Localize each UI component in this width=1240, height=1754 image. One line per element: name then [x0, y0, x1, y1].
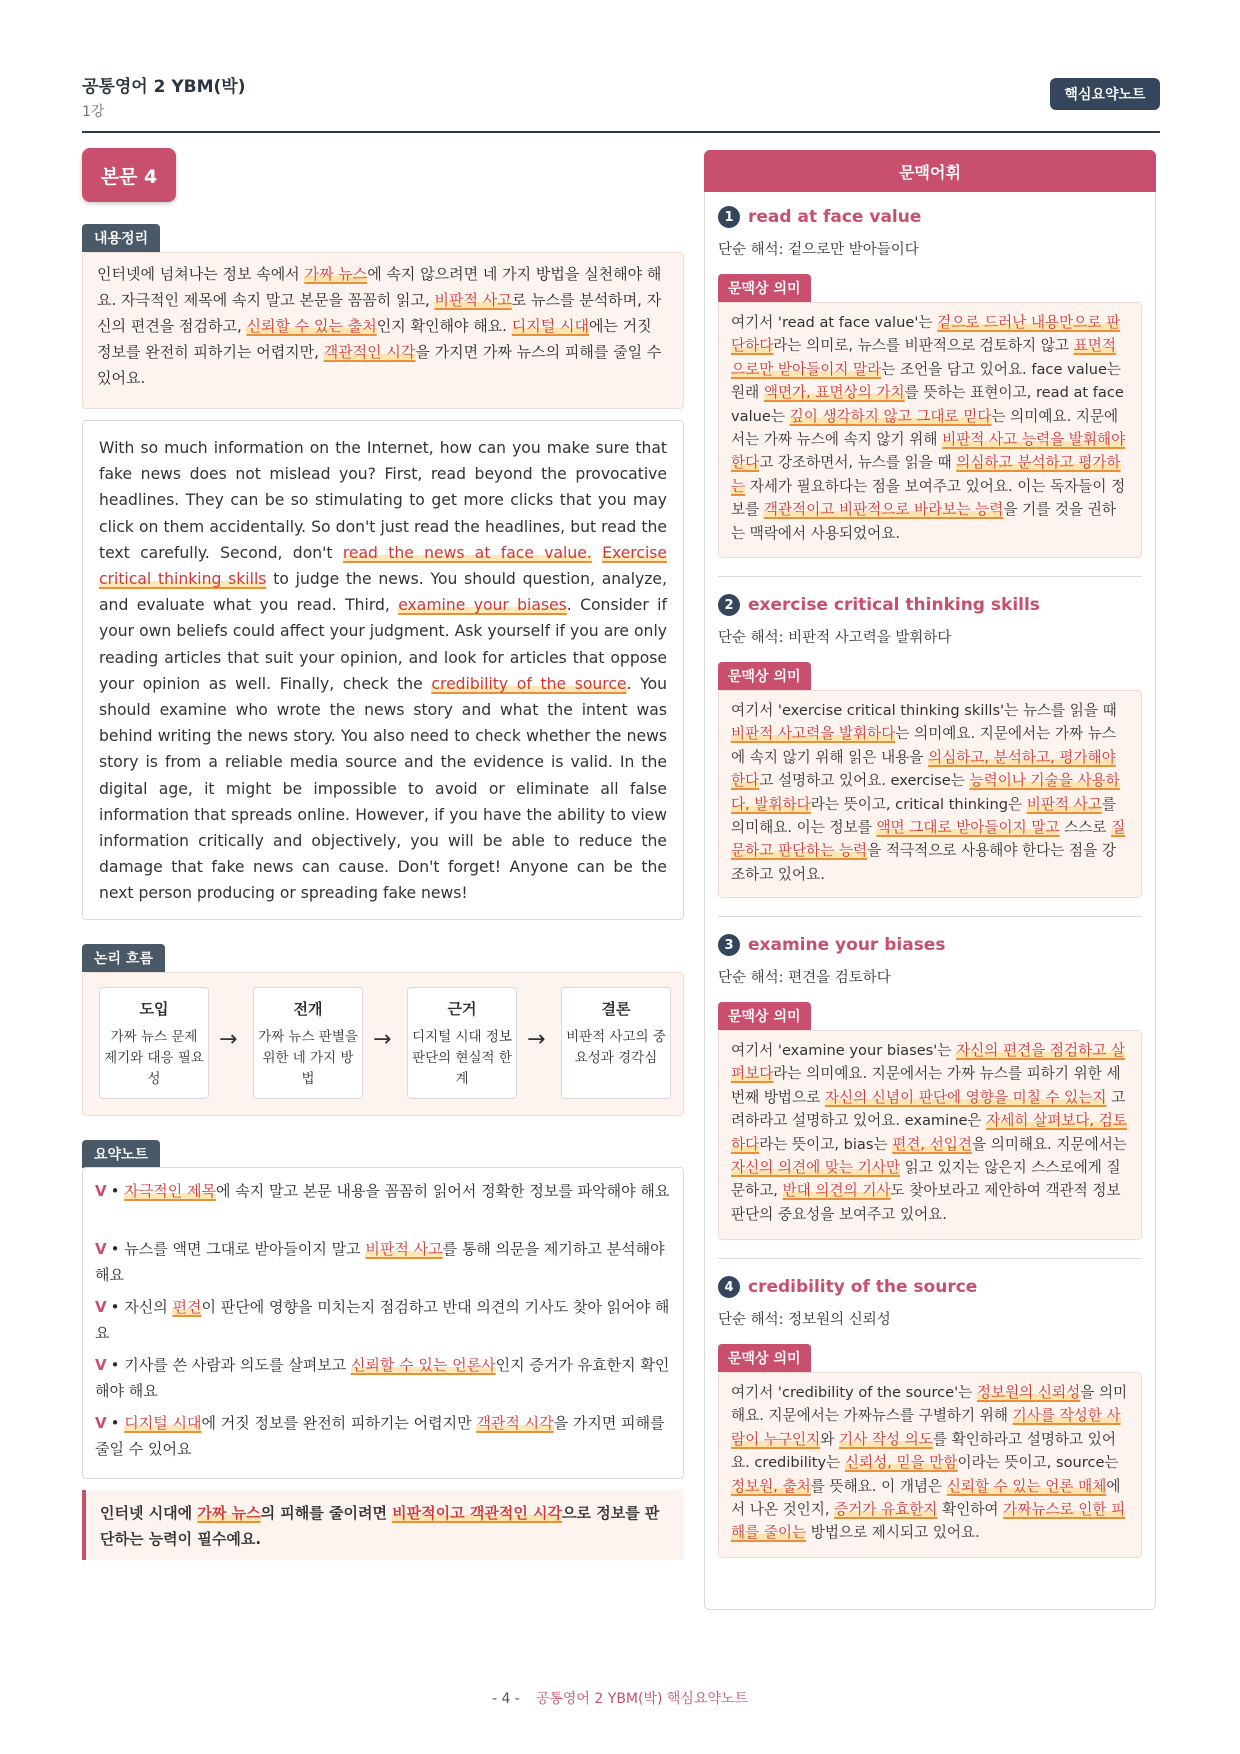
- vocab-divider: [718, 576, 1142, 577]
- vocab-divider: [718, 1258, 1142, 1259]
- vocab-literal-meaning: 단순 해석: 정보원의 신뢰성: [718, 1312, 891, 1328]
- vocab-panel-title: 문맥어휘: [704, 150, 1156, 192]
- highlighted-phrase: 객관적이고 비판적으로 바라보는 능력: [763, 501, 1004, 519]
- text-run: •: [110, 1182, 125, 1200]
- logic-flow-label: 논리 흐름: [82, 944, 165, 972]
- highlighted-phrase: 자극적인 제목: [124, 1182, 216, 1200]
- highlighted-phrase: 비판적이고 객관적인 시각: [392, 1504, 563, 1522]
- flow-step-development: [253, 987, 363, 1099]
- text-run: 을 가지면 피해를 줄일 수 있어요: [95, 1414, 665, 1458]
- text-run: 인터넷에 넘쳐나는 정보 속에서: [97, 265, 305, 283]
- text-run: [592, 544, 602, 562]
- flow-step-evidence: [407, 987, 517, 1099]
- summary-note-item: [95, 1236, 675, 1288]
- highlighted-phrase: 표면적으로만 받아들이지 말라: [731, 337, 1116, 378]
- text-run: 인지 확인해야 해요.: [376, 317, 512, 335]
- text-run: • 자신의: [110, 1298, 173, 1316]
- logic-flow-panel: [82, 972, 684, 1116]
- text-run: 와: [820, 1430, 839, 1448]
- highlighted-phrase: 객관적 시각: [476, 1414, 554, 1432]
- text-run: 에는 거짓 정보를 완전히 피하기는 어렵지만,: [97, 317, 652, 361]
- text-run: 라는 의미예요. 지문에서는 가짜 뉴스를 피하기 위한 세 번째 방법으로: [731, 1065, 1121, 1106]
- vocab-term: examine your biases: [748, 935, 946, 955]
- summary-notes-label: 요약노트: [82, 1140, 160, 1168]
- highlighted-phrase: 깊이 생각하지 않고 그대로 믿다: [789, 407, 992, 425]
- highlighted-phrase: 의심하고, 분석하고, 평가해야 한다: [731, 748, 1116, 790]
- highlighted-phrase: 신뢰할 수 있는 출처: [246, 317, 377, 335]
- text-run: to judge the news. You should question, analyze, and evaluate what you read. Third,: [99, 570, 667, 615]
- highlighted-phrase: examine your biases: [398, 596, 567, 615]
- flow-step-body: 가짜 뉴스 문제 제기와 대응 필요성: [104, 1029, 204, 1087]
- highlighted-phrase: 반대 의견의 기사: [782, 1182, 891, 1200]
- page-footer: [0, 1688, 1240, 1708]
- highlighted-phrase: 객관적인 시각: [323, 343, 416, 361]
- conclusion-callout: [82, 1490, 684, 1560]
- text-run: 라는 뜻이고, critical thinking은: [810, 795, 1027, 813]
- highlighted-phrase: 자신의 의견에 맞는 기사만: [731, 1159, 900, 1177]
- text-run: . You should examine who wrote the news story and what the intent was behind writing the news story. You also need to check whether the news story is from a reliable media source and the evidence is valid. In the digital age, it might be impossible to avoid or eliminate all false information that spreads online. However, if you have the ability to view information critically and objectively, you will be able to reduce the damage that fake news can cause. Don't forget! Anyone can be the next person producing or spreading fake news!: [99, 674, 667, 903]
- context-meaning-label: 문맥상 의미: [718, 662, 811, 690]
- summary-notes-panel: [82, 1167, 684, 1479]
- vocab-context-explanation: [718, 690, 1142, 898]
- highlighted-phrase: 비판적 사고 능력을 발휘해야 한다: [731, 431, 1126, 472]
- context-meaning-label: 문맥상 의미: [718, 274, 811, 302]
- text-run: 읽고 있지는 않은지 스스로에게 질문하고,: [731, 1159, 1121, 1200]
- text-run: 고려하라고 설명하고 있어요. examine은: [731, 1088, 1126, 1130]
- text-run: 도 찾아보라고 제안하여 객관적 정보 판단의 중요성을 보여주고 있어요.: [731, 1182, 1121, 1223]
- check-mark-icon: V: [95, 1182, 107, 1200]
- text-run: 이라는 뜻이고, source는: [957, 1454, 1119, 1472]
- highlighted-phrase: 질문하고 판단하는 능력: [731, 819, 1126, 860]
- context-meaning-label: 문맥상 의미: [718, 1002, 811, 1030]
- section-title: 본문 4: [82, 148, 176, 202]
- highlighted-phrase: 디지털 시대: [511, 317, 589, 335]
- text-run: 여기서 'examine your biases'는: [731, 1042, 957, 1059]
- text-run: 는 조언을 담고 있어요. face value는 원래: [731, 360, 1122, 402]
- vocab-context-explanation: [718, 1372, 1142, 1558]
- highlighted-phrase: 자신의 신념이 판단에 영향을 미칠 수 있는지: [824, 1088, 1107, 1106]
- right-arrow-icon: →: [527, 1027, 546, 1052]
- check-mark-icon: V: [95, 1414, 107, 1432]
- text-run: 으로 정보를 판단하는 능력이 필수예요.: [100, 1504, 660, 1548]
- vocab-divider: [718, 916, 1142, 917]
- text-run: 의 피해를 줄이려면: [260, 1504, 393, 1522]
- vocab-literal-meaning: 단순 해석: 겉으로만 받아들이다: [718, 242, 919, 258]
- highlighted-phrase: 편견, 선입견: [892, 1135, 972, 1153]
- highlighted-phrase: 비판적 사고력을 발휘하다: [731, 725, 896, 743]
- text-run: 에 속지 않으려면 네 가지 방법을 실천해야 해요. 자극적인 제목에 속지 말고 본문을 꼼꼼히 읽고,: [97, 265, 662, 309]
- text-run: 라는 뜻이고, bias는: [759, 1135, 893, 1153]
- summary-note-item: [95, 1352, 675, 1404]
- text-run: 을 가지면 가짜 뉴스의 피해를 줄일 수 있어요.: [97, 343, 662, 387]
- check-mark-icon: V: [95, 1356, 107, 1374]
- text-run: 에서 나온 것인지,: [731, 1477, 1121, 1519]
- text-run: 스스로: [1059, 819, 1112, 837]
- highlighted-phrase: 비판적 사고: [365, 1240, 443, 1258]
- text-run: 는 의미예요. 지문에서는 가짜 뉴스에 속지 않기 위해: [731, 407, 1119, 449]
- flow-step-body: 가짜 뉴스 판별을 위한 네 가지 방법: [258, 1029, 358, 1087]
- text-run: 인지 증거가 유효한지 확인해야 해요: [95, 1356, 670, 1400]
- text-run: 에 거짓 정보를 완전히 피하기는 어렵지만: [201, 1414, 477, 1432]
- passage-text: [82, 420, 684, 920]
- text-run: •: [110, 1414, 125, 1432]
- highlighted-phrase: 액면 그대로 받아들이지 말고: [876, 819, 1060, 837]
- highlighted-phrase: 기사 작성 의도: [838, 1430, 933, 1448]
- text-run: 을 의미해요. 지문에서는 가짜뉴스를 구별하기 위해: [731, 1384, 1128, 1425]
- highlighted-phrase: 비판적 사고: [1026, 795, 1102, 813]
- vocab-term: exercise critical thinking skills: [748, 595, 1040, 615]
- check-mark-icon: V: [95, 1298, 107, 1316]
- summary-note-text: [111, 1182, 670, 1200]
- right-arrow-icon: →: [219, 1027, 238, 1052]
- vocab-context-explanation: [718, 302, 1142, 558]
- highlighted-phrase: 디지털 시대: [124, 1414, 202, 1432]
- flow-step-title: 결론: [601, 1000, 631, 1018]
- flow-step-body: 비판적 사고의 중요성과 경각심: [566, 1029, 666, 1066]
- highlighted-phrase: 가짜뉴스로 인한 피해를 줄이는: [731, 1501, 1126, 1542]
- summary-note-item: [95, 1294, 675, 1346]
- text-run: . Consider if your own beliefs could affect your judgment. Ask yourself if you are only reading articles that suit your opinion, and look for articles that oppose your opinion as well. Finally, check the: [99, 596, 668, 693]
- highlighted-phrase: read the news at face value.: [342, 543, 592, 562]
- note-type-badge: 핵심요약노트: [1050, 78, 1160, 110]
- text-run: 고 강조하면서, 뉴스를 읽을 때: [759, 454, 957, 472]
- text-run: 를 뜻해요. 이 개념은: [810, 1477, 947, 1495]
- text-run: 라는 의미로, 뉴스를 비판적으로 검토하지 않고: [773, 337, 1074, 355]
- highlighted-phrase: 겉으로 드러난 내용만으로 판단하다: [731, 314, 1121, 355]
- footer-text: 공통영어 2 YBM(박) 핵심요약노트: [535, 1691, 749, 1707]
- highlighted-phrase: 신뢰할 수 있는 언론 매체: [946, 1477, 1107, 1495]
- text-run: 자세가 필요하다는 점을 보여주고 있어요. 이는 독자들이 정보를: [731, 477, 1126, 519]
- summary-note-item: [95, 1178, 675, 1204]
- right-arrow-icon: →: [373, 1027, 392, 1052]
- highlighted-phrase: 자신의 편견을 점검하고 살펴보다: [731, 1042, 1126, 1083]
- flow-step-title: 전개: [293, 1000, 323, 1018]
- text-run: 고 설명하고 있어요. exercise는: [759, 772, 970, 790]
- page-number: - 4 -: [491, 1691, 520, 1707]
- vocab-context-explanation: [718, 1030, 1142, 1240]
- flow-step-title: 근거: [447, 1000, 477, 1018]
- highlighted-phrase: 신뢰할 수 있는 언론사: [350, 1356, 496, 1374]
- highlighted-phrase: 가짜 뉴스: [304, 265, 368, 283]
- text-run: 여기서 'exercise critical thinking skills'는 뉴스를 읽을 때: [731, 702, 1117, 719]
- content-summary-label: 내용정리: [82, 224, 160, 252]
- flow-step-conclusion: [561, 987, 671, 1099]
- flow-step-title: 도입: [139, 1000, 169, 1018]
- text-run: 를 확인하라고 설명하고 있어요. credibility는: [731, 1430, 1116, 1472]
- text-run: 이 판단에 영향을 미치는지 점검하고 반대 의견의 기사도 찾아 읽어야 해요: [95, 1298, 670, 1342]
- text-run: 를 뜻하는 표현이고, read at face value는: [731, 384, 1124, 425]
- content-summary-text: [82, 252, 684, 409]
- text-run: 인터넷 시대에: [100, 1504, 198, 1522]
- text-run: 을 의미해요. 지문에서는: [972, 1135, 1127, 1153]
- text-run: 에 속지 말고 본문 내용을 꼼꼼히 읽어서 정확한 정보를 파악해야 해요: [215, 1182, 670, 1200]
- lesson-subtitle: 1강: [82, 104, 105, 120]
- text-run: 을 적극적으로 사용해야 한다는 점을 강조하고 있어요.: [731, 842, 1116, 883]
- highlighted-phrase: 편견: [172, 1298, 202, 1316]
- highlighted-phrase: 신뢰성, 믿을 만함: [844, 1454, 958, 1472]
- highlighted-phrase: 기사를 작성한 사람이 누구인지: [731, 1407, 1121, 1448]
- text-run: • 뉴스를 액면 그대로 받아들이지 말고: [110, 1240, 366, 1258]
- header-divider: [82, 131, 1160, 133]
- vocab-number-badge: 4: [718, 1276, 740, 1298]
- text-run: 를 통해 의문을 제기하고 분석해야 해요: [95, 1240, 665, 1284]
- flow-step-intro: [99, 987, 209, 1099]
- highlighted-phrase: 정보원의 신뢰성: [976, 1384, 1081, 1401]
- text-run: 를 의미해요. 이는 정보를: [731, 795, 1116, 837]
- summary-note-item: [95, 1410, 675, 1462]
- context-meaning-label: 문맥상 의미: [718, 1344, 811, 1372]
- highlighted-phrase: 자세히 살펴보다, 검토하다: [731, 1112, 1127, 1153]
- highlighted-phrase: credibility of the source: [431, 674, 627, 693]
- text-run: 을 기를 것을 권하는 맥락에서 사용되었어요.: [731, 501, 1116, 542]
- highlighted-phrase: 비판적 사고: [434, 291, 512, 309]
- highlighted-phrase: 액면가, 표면상의 가치: [763, 384, 905, 402]
- highlighted-phrase: 능력이나 기술을 사용하다, 발휘하다: [731, 772, 1120, 813]
- text-run: • 기사를 쓴 사람과 의도를 살펴보고: [110, 1356, 351, 1374]
- vocab-number-badge: 3: [718, 934, 740, 956]
- vocab-term: credibility of the source: [748, 1277, 978, 1297]
- summary-note-text: [95, 1298, 669, 1342]
- vocab-term: read at face value: [748, 207, 922, 227]
- highlighted-phrase: 증거가 유효한지: [834, 1501, 938, 1519]
- summary-note-text: [95, 1414, 665, 1458]
- text-run: 여기서 'credibility of the source'는: [731, 1384, 977, 1401]
- text-run: 로 뉴스를 분석하며, 자신의 편견을 점검하고,: [97, 291, 662, 335]
- flow-step-body: 디지털 시대 정보 판단의 현실적 한계: [412, 1029, 512, 1087]
- text-run: With so much information on the Internet, how can you make sure that fake news does not mislead you? First, read beyond the provocative headlines. They can be so stimulating to get more clicks that you may click on them accidentally. So don't just read the headlines, but read the text carefully. Second, don't: [99, 439, 667, 562]
- vocab-number-badge: 1: [718, 206, 740, 228]
- highlighted-phrase: 정보원, 출처: [731, 1477, 811, 1495]
- vocab-literal-meaning: 단순 해석: 비판적 사고력을 발휘하다: [718, 630, 952, 646]
- highlighted-phrase: 가짜 뉴스: [197, 1504, 261, 1522]
- text-run: 는 의미예요. 지문에서는 가짜 뉴스에 속지 않기 위해 읽은 내용을: [731, 725, 1116, 766]
- highlighted-phrase: 의심하고 분석하고 평가하는: [731, 454, 1121, 495]
- summary-note-text: [95, 1356, 669, 1400]
- text-run: 확인하여: [937, 1501, 1004, 1519]
- text-run: 여기서 'read at face value'는: [731, 314, 938, 331]
- check-mark-icon: V: [95, 1240, 107, 1258]
- vocab-number-badge: 2: [718, 594, 740, 616]
- summary-note-text: [95, 1240, 665, 1284]
- highlighted-phrase: Exercise critical thinking skills: [99, 543, 667, 589]
- text-run: 방법으로 제시되고 있어요.: [806, 1524, 980, 1542]
- vocab-literal-meaning: 단순 해석: 편견을 검토하다: [718, 970, 891, 986]
- document-title: 공통영어 2 YBM(박): [82, 77, 246, 97]
